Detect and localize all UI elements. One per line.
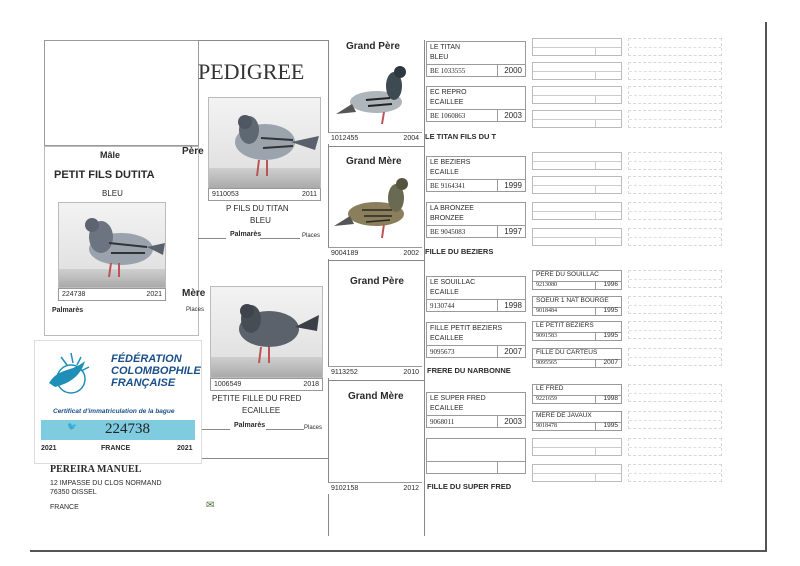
cert-year-right: 2021 (177, 445, 193, 452)
g4-empty (532, 110, 622, 128)
gp4-ring-row (328, 482, 422, 494)
father-name: P FILS DU TITAN (226, 204, 289, 213)
gp3-ring: 9113252 (331, 369, 358, 376)
pigeon-image (332, 170, 422, 246)
g5-empty-box (628, 384, 722, 402)
gp4-name: FILLE DU SUPER FRED (427, 482, 512, 491)
federation-line3: FRANÇAISE (111, 377, 176, 389)
g5-empty-box (628, 86, 722, 104)
certificate-ring: 224738 (105, 421, 150, 437)
ggp-6: FILLE PETIT BEZIERS ECAILLEE 9095673 2007 (426, 322, 526, 358)
g4-6: MERE DE JAVAUX 9018478 1995 (532, 411, 622, 431)
pigeon-image (59, 203, 166, 288)
empty-frame (44, 40, 199, 146)
g5-empty-box (628, 411, 722, 429)
grandfather-paternal-label: Grand Père (346, 41, 400, 52)
mother-label: Mère (182, 288, 206, 299)
mother-photo (210, 286, 323, 378)
g5-empty-box (628, 202, 722, 220)
mother-places-small: Places (186, 307, 205, 313)
pigeon-image (211, 287, 323, 378)
certificate-text: Certificat d'immatriculation de la bague (53, 408, 175, 415)
subject-year: 2021 (146, 291, 162, 298)
g4-empty (532, 438, 622, 456)
ggp-2: EC REPRO ECAILLEE BE 1060863 2003 (426, 86, 526, 122)
g5-empty-box (628, 110, 722, 128)
subject-photo (58, 202, 166, 288)
pigeon-image (209, 98, 321, 189)
gp2-ring: 9004189 (331, 250, 359, 257)
father-year: 2011 (301, 191, 317, 198)
page-title: PEDIGREE (198, 59, 305, 84)
gp1-ring: 1012455 (331, 135, 359, 142)
mother-year: 2018 (303, 381, 319, 388)
g5-empty-box (628, 62, 722, 80)
ggp-7: LE SUPER FRED ECAILLEE 9068011 2003 (426, 392, 526, 428)
gp3-name: FRERE DU NARBONNE (427, 366, 511, 375)
gp1-ring-row (328, 132, 422, 144)
gp1-year: 2004 (403, 135, 419, 142)
subject-name: PETIT FILS DUTITA (54, 169, 155, 181)
ggp-5: LE SOUILLAC ECAILLE 9130744 1998 (426, 276, 526, 312)
g5-empty-box (628, 270, 722, 288)
grandmother-paternal-label: Grand Mère (346, 156, 402, 167)
owner-name: PEREIRA MANUEL (50, 464, 142, 475)
g4-4: FILLE DU CARTEUS 9095565 2007 (532, 348, 622, 368)
gp2-year: 2002 (403, 250, 419, 257)
ggp-4: LA BRONZEE BRONZEE BE 9045083 1997 (426, 202, 526, 238)
subject-ring-row (58, 288, 166, 301)
federation-line2: COLOMBOPHILE (111, 365, 201, 377)
g4-empty (532, 86, 622, 104)
federation-logo-icon (41, 349, 101, 399)
pedigree-sheet (30, 22, 767, 552)
g4-empty (532, 62, 622, 80)
g5-empty-box (628, 296, 722, 314)
g4-1: PERE DU SOUILLAC 9213080 1996 (532, 270, 622, 290)
owner-address1: 12 IMPASSE DU CLOS NORMAND (50, 480, 162, 487)
gp1-name: LE TITAN FILS DU T (425, 132, 497, 141)
ggp-1: LE TITAN BLEU BE 1033555 2000 (426, 41, 526, 77)
father-palmares: Palmarès (230, 231, 262, 238)
father-photo (208, 97, 321, 189)
cert-country: FRANCE (101, 445, 131, 452)
mother-ring-row (210, 378, 323, 391)
father-ring: 9110053 (212, 191, 239, 198)
ggp-3: LE BEZIERS ECAILLE BE 9164341 1999 (426, 156, 526, 192)
subject-color: BLEU (102, 189, 123, 198)
subject-palmares: Palmarès (52, 307, 84, 314)
gp3-ring-row (328, 366, 422, 378)
g4-2: SOEUR 1 NAT BOURGE 9018484 1995 (532, 296, 622, 316)
owner-country: FRANCE (50, 504, 79, 511)
subject-sex: Mâle (100, 150, 121, 160)
mother-palmares: Palmarès (234, 422, 266, 429)
gp2-ring-row (328, 247, 422, 259)
g4-empty (532, 202, 622, 220)
father-color: BLEU (250, 216, 271, 225)
father-label: Père (182, 146, 204, 157)
g5-empty-box (628, 321, 722, 339)
father-ring-row (208, 188, 321, 201)
bird-icon: 🐦 (67, 422, 77, 431)
g4-empty (532, 152, 622, 170)
gp2-name: FILLE DU BEZIERS (425, 247, 494, 256)
owner-address2: 76350 OISSEL (50, 489, 97, 496)
mother-places: Places (304, 425, 323, 431)
ring-band (41, 420, 195, 440)
cert-year-left: 2021 (41, 445, 57, 452)
grandmother-paternal-photo (332, 170, 422, 246)
g4-empty (532, 464, 622, 482)
g5-empty-box (628, 176, 722, 194)
mother-ring: 1006549 (214, 381, 242, 388)
gp4-year: 2012 (403, 485, 419, 492)
federation-line1: FÉDÉRATION (111, 353, 182, 365)
g4-empty (532, 176, 622, 194)
father-places: Places (302, 233, 321, 239)
g5-empty-box (628, 38, 722, 56)
g5-empty-box (628, 152, 722, 170)
mother-name: PETITE FILLE DU FRED (212, 394, 302, 403)
g4-3: LE PETIT BEZIERS 9091583 1995 (532, 321, 622, 341)
gp4-ring: 9102158 (331, 485, 359, 492)
g4-empty (532, 228, 622, 246)
g4-5: LE FRED 9221659 1998 (532, 384, 622, 404)
g5-empty-box (628, 228, 722, 246)
mother-color: ECAILLEE (242, 406, 281, 415)
pigeon-image (332, 56, 422, 132)
gp3-year: 2010 (403, 369, 419, 376)
stamp-icon: ✉ (206, 500, 215, 511)
g4-empty (532, 38, 622, 56)
grandfather-maternal-label: Grand Père (350, 276, 404, 287)
g5-empty-box (628, 464, 722, 482)
subject-ring: 224738 (62, 291, 86, 298)
g5-empty-box (628, 348, 722, 366)
grandmother-maternal-label: Grand Mère (348, 391, 404, 402)
federation-card (34, 340, 202, 464)
g5-empty-box (628, 438, 722, 456)
ggp-8 (426, 438, 526, 474)
grandfather-paternal-photo (332, 56, 422, 132)
